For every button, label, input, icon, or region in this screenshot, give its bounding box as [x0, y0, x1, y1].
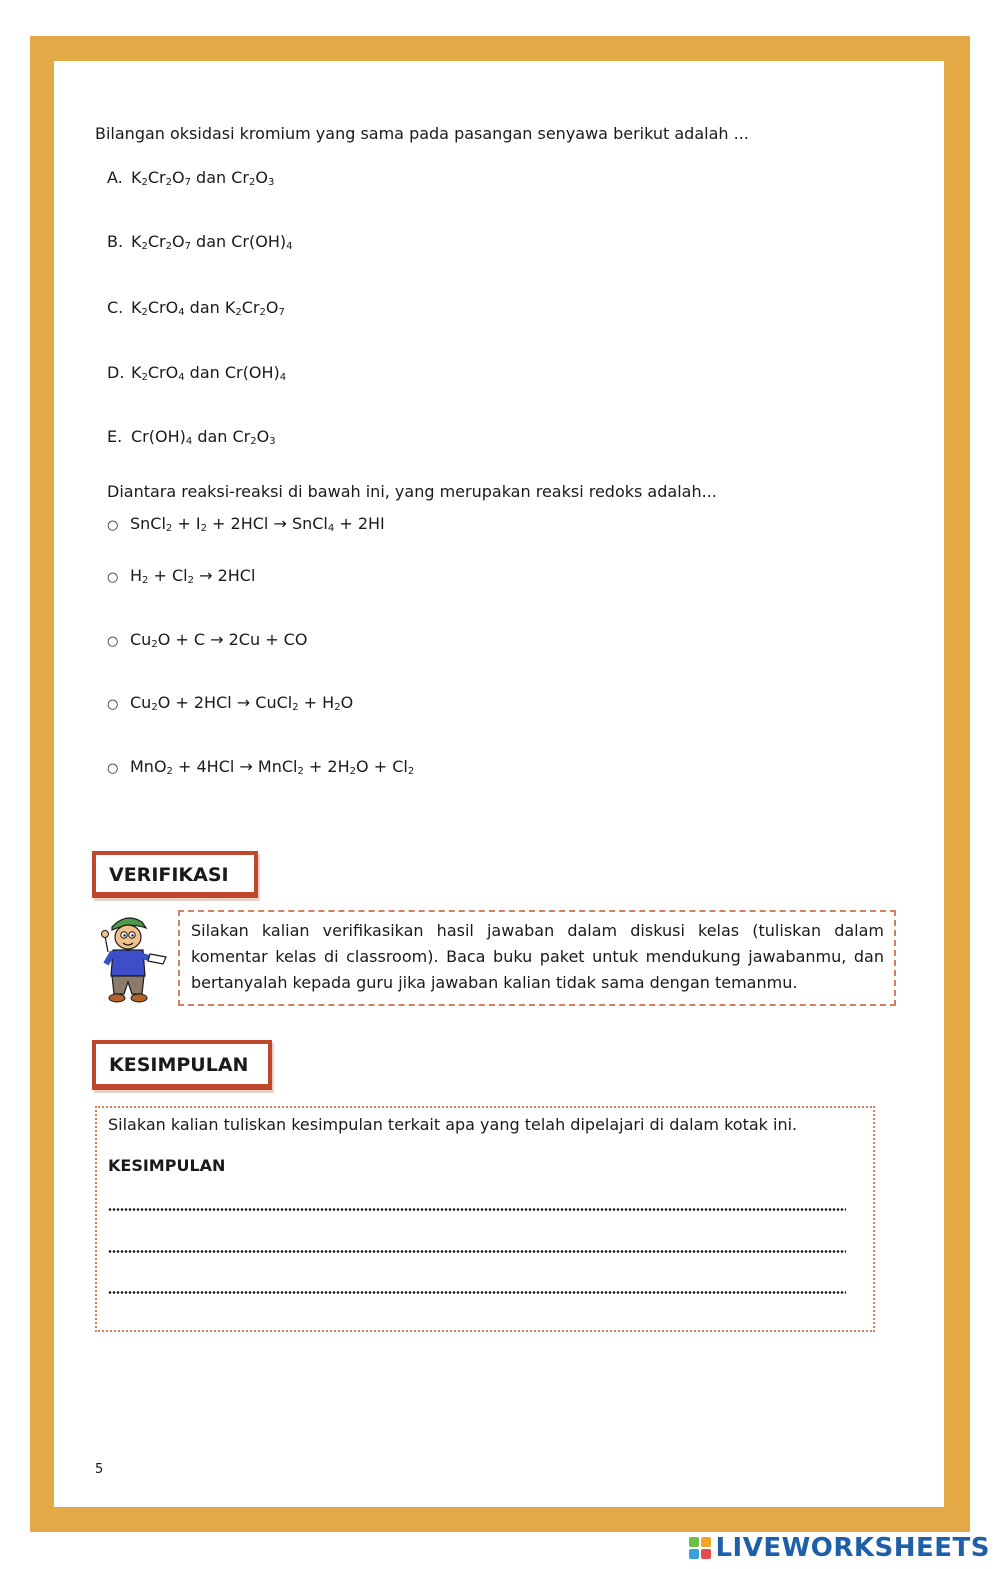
- option-formula: $Cr(OH)_4$ dan $Cr_2O_3$: [131, 427, 276, 447]
- reaction-option-4[interactable]: [107, 693, 353, 715]
- reaction-equation: $Cu_2O + 2HCl$ → CuCl$_2$ + $H_2O$: [130, 693, 354, 713]
- option-letter: C.: [107, 298, 124, 317]
- kesimpulan-label: KESIMPULAN: [108, 1156, 226, 1175]
- option-c[interactable]: [107, 298, 285, 318]
- option-formula: $K_2Cr_2O_7$ dan $Cr(OH)_4$: [131, 232, 293, 252]
- verifikasi-instructions: Silakan kalian verifikasikan hasil jawaban dalam diskusi kelas (tuliskan dalam komentar kelas di classroom). Baca buku paket untuk mendukung jawabanmu, dan bertanyalah kepada guru jika jawaban kalian tidak sama dengan temanmu.: [191, 921, 884, 992]
- kesimpulan-instructions: Silakan kalian tuliskan kesimpulan terkait apa yang telah dipelajari di dalam kotak ini.: [108, 1115, 798, 1134]
- kesimpulan-heading-text: KESIMPULAN: [109, 1054, 249, 1076]
- reaction-equation: $H_2 + Cl_2 \to 2HCl$: [130, 566, 256, 586]
- reaction-option-3[interactable]: [107, 630, 307, 652]
- option-a[interactable]: [107, 168, 274, 188]
- option-b[interactable]: [107, 232, 292, 252]
- kesimpulan-heading: [92, 1040, 272, 1090]
- liveworksheets-brand[interactable]: [689, 1533, 990, 1563]
- reaction-option-5[interactable]: [107, 757, 414, 779]
- verifikasi-box: [178, 910, 896, 1006]
- answer-line-2[interactable]: [108, 1250, 846, 1253]
- kesimpulan-box[interactable]: [95, 1106, 875, 1332]
- reaction-equation: MnO$_2$ + 4HCl → MnCl$_2$ + $2H_2O + Cl_2$: [130, 757, 415, 777]
- option-formula: $K_2CrO_4$ dan $Cr(OH)_4$: [131, 363, 287, 383]
- option-letter: B.: [107, 232, 124, 251]
- answer-line-1[interactable]: [108, 1208, 846, 1211]
- radio-bullet-icon[interactable]: ○: [107, 570, 119, 585]
- page-number: 5: [95, 1462, 104, 1477]
- option-e[interactable]: [107, 427, 276, 447]
- question-1-text: Bilangan oksidasi kromium yang sama pada pasangan senyawa berikut adalah ...: [95, 124, 749, 143]
- student-character-icon: [100, 910, 168, 1008]
- option-formula: $K_2Cr_2O_7$ dan $Cr_2O_3$: [131, 168, 275, 188]
- liveworksheets-logo-icon: [689, 1537, 711, 1559]
- reaction-equation: SnCl$_2$ + $I_2 + 2HCl$ → SnCl$_4$ + 2HI: [130, 514, 385, 534]
- reaction-option-1[interactable]: [107, 514, 385, 536]
- verifikasi-heading-text: VERIFIKASI: [109, 864, 229, 886]
- option-formula: $K_2CrO_4$ dan $K_2Cr_2O_7$: [131, 298, 285, 318]
- option-letter: D.: [107, 363, 125, 382]
- question-2-text: Diantara reaksi-reaksi di bawah ini, yang merupakan reaksi redoks adalah...: [107, 482, 717, 501]
- answer-line-3[interactable]: [108, 1291, 846, 1294]
- option-letter: E.: [107, 427, 123, 446]
- radio-bullet-icon[interactable]: ○: [107, 761, 119, 776]
- radio-bullet-icon[interactable]: ○: [107, 634, 119, 649]
- radio-bullet-icon[interactable]: ○: [107, 697, 119, 712]
- reaction-equation: $Cu_2O + C \to 2Cu$ + CO: [130, 630, 308, 650]
- reaction-option-2[interactable]: [107, 566, 255, 588]
- verifikasi-heading: [92, 851, 258, 898]
- option-letter: A.: [107, 168, 123, 187]
- radio-bullet-icon[interactable]: ○: [107, 518, 119, 533]
- option-d[interactable]: [107, 363, 286, 383]
- brand-name: LIVEWORKSHEETS: [715, 1533, 990, 1563]
